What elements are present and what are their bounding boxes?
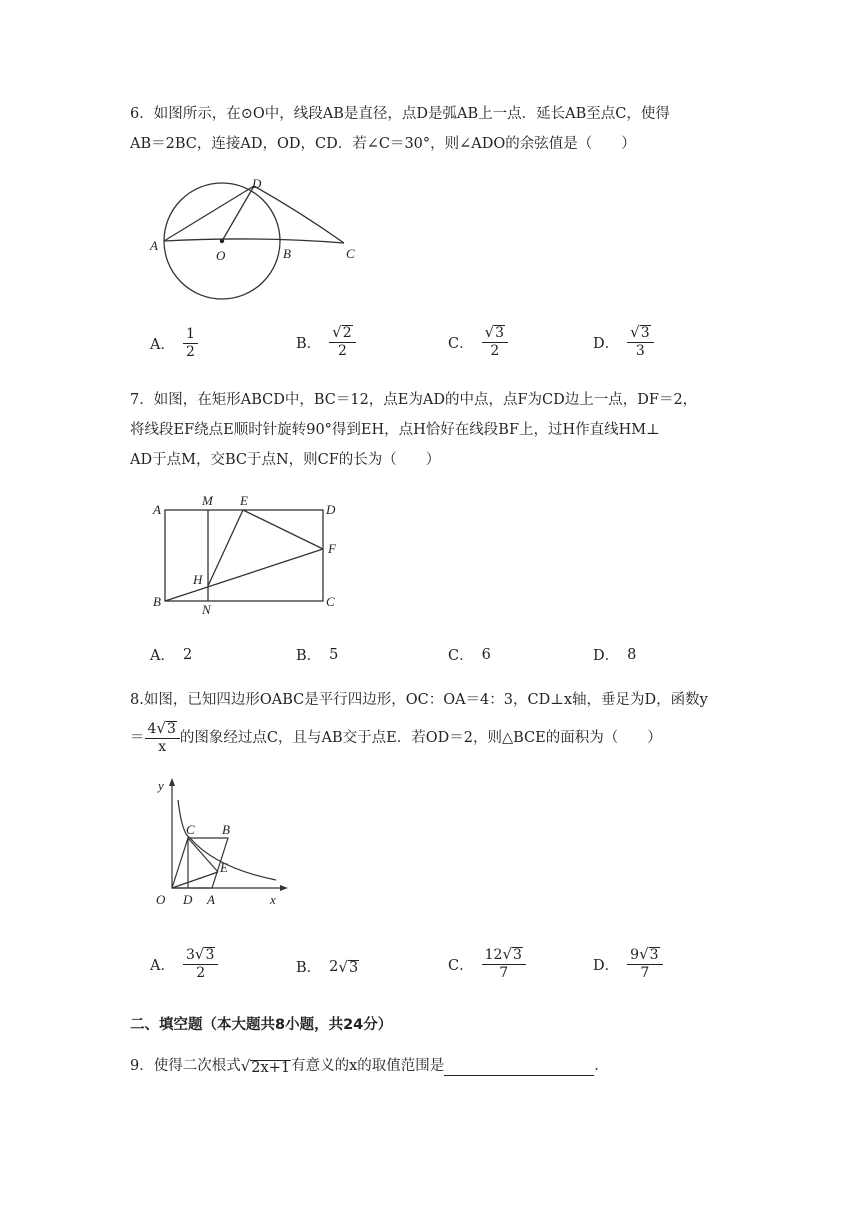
q6-circle-figure <box>140 172 380 312</box>
q6-label-A: A <box>150 238 158 253</box>
q8-label-y: y <box>158 778 164 793</box>
q9-text: 9．使得二次根式 √ 2x+1 有意义的x的取值范围是 ． <box>130 1057 609 1076</box>
q6-label-D: D <box>252 176 262 191</box>
q8-text-line2: ＝ 4 √ 3 x 的图象经过点C，且与AB交于点E．若OD＝2，则△BCE的面积为（ ） <box>130 719 662 755</box>
q9-radical: √ 2x+1 <box>240 1057 291 1076</box>
q7-label-C: C <box>326 594 335 609</box>
q9-answer-blank[interactable] <box>444 1061 594 1076</box>
q7-option-b[interactable]: B． 5 <box>296 646 339 664</box>
q7-option-d[interactable]: D． 8 <box>593 646 637 664</box>
q8-label-O: O <box>156 892 166 907</box>
q8-label-A: A <box>207 892 215 907</box>
q6-option-a[interactable]: A． $\frac{1}{2}$ <box>150 326 198 361</box>
q7-label-D: D <box>326 502 336 517</box>
q8-label-D: D <box>183 892 193 907</box>
q6-text-line2: AB＝2BC，连接AD，OD，CD．若∠C＝30°，则∠ADO的余弦值是（ ） <box>130 136 636 152</box>
q7-text-line2: 将线段EF绕点E顺时针旋转90°得到EH，点H恰好在线段BF上，过H作直线HM⊥ <box>130 422 660 438</box>
q7-label-A: A <box>153 502 161 517</box>
q6-label-O: O <box>216 248 226 263</box>
q8-option-b[interactable]: B． 2 √ 3 <box>296 957 359 976</box>
section-title-fill-in: 二、填空题（本大题共8小题，共24分） <box>130 1017 393 1033</box>
q8-label-B: B <box>222 822 230 837</box>
q7-option-c[interactable]: C． 6 <box>448 646 491 664</box>
q7-label-M: M <box>202 493 213 508</box>
q8-label-x: x <box>270 892 276 907</box>
q6-option-b[interactable]: B． √ 2 2 <box>296 324 356 360</box>
q7-option-a[interactable]: A． 2 <box>150 646 193 664</box>
q8-function-fraction: 4 √ 3 x <box>145 720 180 756</box>
q7-text-line3: AD于点M，交BC于点N，则CF的长为（ ） <box>130 452 441 468</box>
q7-label-B: B <box>153 594 161 609</box>
q7-text-line1: 7．如图，在矩形ABCD中，BC＝12，点E为AD的中点，点F为CD边上一点，DF＝2， <box>130 392 698 408</box>
q8-label-E: E <box>220 860 228 875</box>
q7-label-H: H <box>193 572 203 587</box>
q6-text-line1: 6．如图所示，在⊙O中，线段AB是直径，点D是弧AB上一点．延长AB至点C，使得 <box>130 106 670 122</box>
q6-option-d[interactable]: D． √ 3 3 <box>593 324 654 360</box>
q8-option-c[interactable]: C． 12 √ 3 7 <box>448 946 526 982</box>
q7-rectangle-figure <box>145 490 355 620</box>
q8-option-a[interactable]: A． 3 √ 3 2 <box>150 946 218 982</box>
q7-label-E: E <box>240 493 248 508</box>
q8-option-d[interactable]: D． 9 √ 3 7 <box>593 946 663 982</box>
q7-label-N: N <box>202 602 211 617</box>
q8-text-line1: 8.如图，已知四边形OABC是平行四边形，OC：OA＝4：3，CD⊥x轴，垂足为D，函数y <box>130 692 708 708</box>
q6-option-c[interactable]: C． √ 3 2 <box>448 324 508 360</box>
q6-label-B: B <box>283 246 291 261</box>
q6-label-C: C <box>346 246 355 261</box>
q8-coordinate-figure <box>150 772 290 912</box>
q7-label-F: F <box>328 541 336 556</box>
q8-label-C: C <box>186 822 195 837</box>
